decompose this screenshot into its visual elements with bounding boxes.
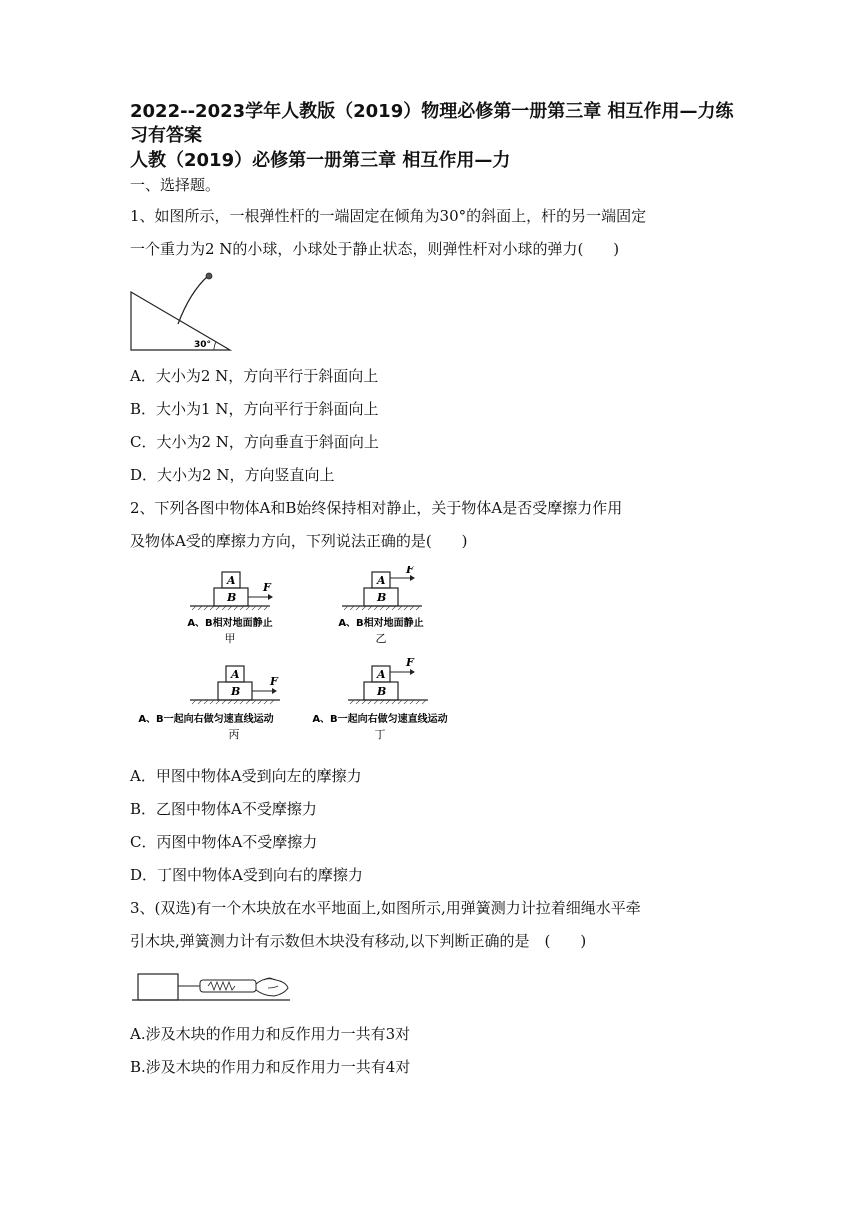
label-b: B — [377, 591, 387, 604]
label-f: F — [406, 566, 414, 576]
panel-bing — [138, 666, 280, 741]
q2-option-a: A．甲图中物体A受到向左的摩擦力 — [130, 767, 362, 785]
document-page — [130, 100, 740, 1084]
q1-stem-line1: 1、如图所示，一根弹性杆的一端固定在倾角为30°的斜面上，杆的另一端固定 — [130, 207, 647, 225]
label-a: A — [377, 668, 386, 681]
angle-label: 30° — [194, 340, 212, 350]
q2-stem-line1: 2、下列各图中物体A和B始终保持相对静止，关于物体A是否受摩擦力作用 — [130, 499, 623, 517]
q3-spring-scale-figure — [130, 966, 295, 1008]
panel-ding — [312, 656, 447, 741]
document-title: 2022--2023学年人教版（2019）物理必修第一册第三章 相互作用—力练习有答案 — [130, 101, 734, 146]
q2-option-b: B．乙图中物体A不受摩擦力 — [130, 800, 317, 818]
q1-stem-line2: 一个重力为2 N的小球，小球处于静止状态，则弹性杆对小球的弹力( ) — [130, 240, 620, 258]
panel-yi — [338, 566, 423, 645]
hand-icon — [256, 979, 288, 996]
panel-caption: A、B相对地面静止 — [338, 618, 424, 629]
panel-caption: A、B相对地面静止 — [187, 618, 273, 629]
q1-incline-figure — [130, 272, 240, 357]
document-subtitle: 人教（2019）必修第一册第三章 相互作用—力 — [130, 150, 511, 171]
panel-jia — [187, 572, 273, 645]
label-b: B — [227, 591, 237, 604]
panel-name: 丁 — [374, 728, 386, 741]
q3-stem-line1: 3、(双选)有一个木块放在水平地面上,如图所示,用弹簧测力计拉着细绳水平牵 — [130, 899, 641, 917]
angle-arc — [214, 342, 216, 350]
incline-triangle — [131, 292, 230, 350]
section-heading: 一、选择题。 — [130, 176, 221, 194]
elastic-rod — [178, 276, 208, 324]
label-b: B — [231, 685, 241, 698]
q2-blocks-figure — [130, 566, 470, 756]
label-f: F — [270, 675, 278, 688]
force-arrowhead — [272, 688, 277, 694]
panel-name: 甲 — [224, 632, 236, 645]
label-a: A — [231, 668, 240, 681]
q2-option-c: C．丙图中物体A不受摩擦力 — [130, 833, 318, 851]
label-f: F — [406, 656, 414, 669]
label-a: A — [377, 574, 386, 587]
ball — [206, 273, 212, 279]
q3-option-b: B.涉及木块的作用力和反作用力一共有4对 — [130, 1058, 411, 1076]
q1-option-d: D．大小为2 N，方向竖直向上 — [130, 466, 335, 484]
panel-name: 乙 — [375, 632, 387, 645]
q1-option-c: C．大小为2 N，方向垂直于斜面向上 — [130, 433, 379, 451]
spring-coil — [208, 982, 235, 990]
q1-option-b: B．大小为1 N，方向平行于斜面向上 — [130, 400, 379, 418]
wooden-block — [138, 974, 178, 1000]
panel-caption: A、B一起向右做匀速直线运动 — [312, 714, 448, 725]
q3-stem-line2: 引木块,弹簧测力计有示数但木块没有移动,以下判断正确的是 ( ) — [130, 932, 587, 950]
label-a: A — [227, 574, 236, 587]
panel-name: 丙 — [228, 728, 240, 741]
force-arrowhead — [410, 669, 415, 675]
force-arrowhead — [268, 594, 273, 600]
label-f: F — [263, 581, 271, 594]
q2-stem-line2: 及物体A受的摩擦力方向，下列说法正确的是( ) — [130, 532, 468, 550]
q2-option-d: D．丁图中物体A受到向右的摩擦力 — [130, 866, 363, 884]
panel-caption: A、B一起向右做匀速直线运动 — [138, 714, 274, 725]
q1-option-a: A．大小为2 N，方向平行于斜面向上 — [130, 367, 379, 385]
label-b: B — [377, 685, 387, 698]
q3-option-a: A.涉及木块的作用力和反作用力一共有3对 — [130, 1025, 411, 1043]
